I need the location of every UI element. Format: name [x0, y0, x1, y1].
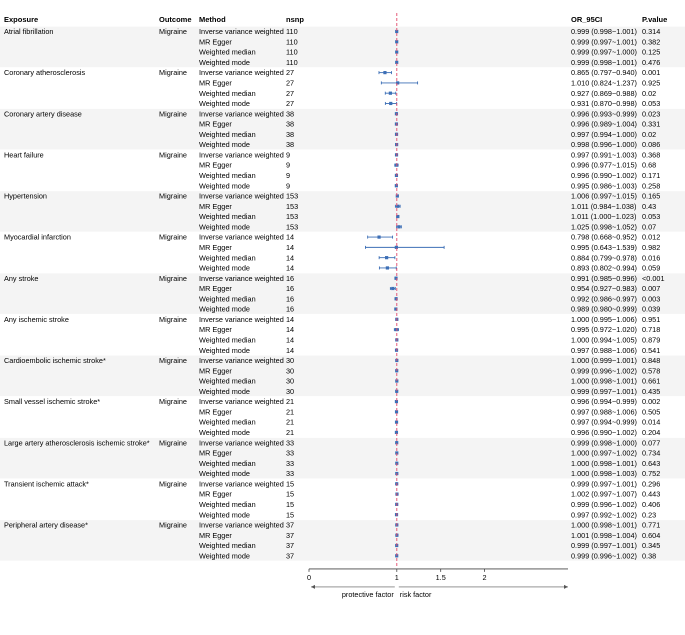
- method-label: Inverse variance weighted: [199, 314, 284, 324]
- exposure-label: Cardioembolic ischemic stroke*: [4, 356, 106, 366]
- p-value: 0.925: [642, 78, 661, 88]
- exposure-label: Any ischemic stroke: [4, 314, 69, 324]
- method-label: MR Egger: [199, 78, 232, 88]
- method-label: Inverse variance weighted: [199, 273, 284, 283]
- method-label: Weighted mode: [199, 222, 250, 232]
- nsnp-value: 9: [286, 171, 291, 181]
- method-label: MR Egger: [199, 530, 232, 540]
- header-or-ci: OR_95CI: [571, 15, 603, 24]
- nsnp-value: 110: [286, 57, 298, 67]
- method-label: Weighted mode: [199, 181, 250, 191]
- p-value: 0.059: [642, 263, 661, 273]
- method-label: Weighted median: [199, 88, 256, 98]
- or-ci-value: 1.000 (0.998~1.001): [571, 520, 637, 530]
- or-ci-value: 1.000 (0.994~1.005): [571, 335, 637, 345]
- nsnp-value: 153: [286, 212, 299, 222]
- method-label: Weighted median: [199, 499, 256, 509]
- nsnp-value: 153: [286, 201, 299, 211]
- or-ci-value: 1.006 (0.997~1.015): [571, 191, 637, 201]
- or-ci-value: 0.995 (0.986~1.003): [571, 181, 637, 191]
- p-value: 0.001: [642, 68, 661, 78]
- point-estimate: [391, 287, 394, 290]
- method-label: Weighted median: [199, 47, 256, 57]
- method-label: Inverse variance weighted: [199, 397, 284, 407]
- outcome-label: Migraine: [159, 191, 187, 201]
- risk-factor-label: risk factor: [399, 589, 432, 599]
- exposure-label: Coronary atherosclerosis: [4, 68, 86, 78]
- p-value: 0.435: [642, 386, 661, 396]
- p-value: 0.296: [642, 479, 661, 489]
- x-tick-label: 1: [394, 572, 399, 582]
- nsnp-value: 21: [286, 417, 295, 427]
- nsnp-value: 37: [286, 541, 295, 551]
- protective-arrowhead: [311, 585, 315, 589]
- or-ci-value: 0.931 (0.870~0.998): [571, 99, 637, 109]
- outcome-label: Migraine: [159, 273, 187, 283]
- or-ci-value: 0.992 (0.986~0.997): [571, 294, 637, 304]
- p-value: 0.578: [642, 366, 661, 376]
- outcome-label: Migraine: [159, 520, 187, 530]
- x-tick-label: 2: [482, 572, 487, 582]
- nsnp-value: 37: [286, 551, 295, 561]
- p-value: 0.003: [642, 294, 661, 304]
- or-ci-value: 1.002 (0.997~1.007): [571, 489, 637, 499]
- nsnp-value: 15: [286, 489, 295, 499]
- p-value: 0.505: [642, 407, 661, 417]
- nsnp-value: 38: [286, 119, 295, 129]
- nsnp-value: 21: [286, 428, 295, 438]
- p-value: 0.718: [642, 325, 661, 335]
- method-label: Weighted mode: [199, 304, 250, 314]
- point-estimate: [389, 102, 392, 105]
- method-label: Weighted median: [199, 212, 256, 222]
- or-ci-value: 0.989 (0.980~0.999): [571, 304, 637, 314]
- nsnp-value: 30: [286, 376, 295, 386]
- method-label: Weighted mode: [199, 469, 250, 479]
- nsnp-value: 14: [286, 253, 295, 263]
- p-value: 0.02: [642, 88, 657, 98]
- nsnp-value: 16: [286, 273, 295, 283]
- p-value: 0.734: [642, 448, 661, 458]
- p-value: 0.125: [642, 47, 661, 57]
- nsnp-value: 153: [286, 191, 299, 201]
- p-value: 0.982: [642, 242, 661, 252]
- exposure-label: Heart failure: [4, 150, 44, 160]
- or-ci-value: 0.997 (0.994~0.999): [571, 417, 637, 427]
- or-ci-value: 0.999 (0.998~1.001): [571, 57, 637, 67]
- header-method: Method: [199, 15, 226, 24]
- method-label: Inverse variance weighted: [199, 109, 284, 119]
- nsnp-value: 14: [286, 314, 295, 324]
- p-value: 0.007: [642, 284, 661, 294]
- or-ci-value: 0.995 (0.972~1.020): [571, 325, 637, 335]
- exposure-label: Transient ischemic attack*: [4, 479, 89, 489]
- p-value: 0.879: [642, 335, 661, 345]
- nsnp-value: 33: [286, 438, 295, 448]
- method-label: MR Egger: [199, 119, 232, 129]
- nsnp-value: 16: [286, 294, 295, 304]
- method-label: Weighted median: [199, 541, 256, 551]
- method-label: Inverse variance weighted: [199, 438, 284, 448]
- p-value: 0.476: [642, 57, 661, 67]
- outcome-label: Migraine: [159, 479, 187, 489]
- or-ci-value: 0.927 (0.869~0.988): [571, 88, 637, 98]
- nsnp-value: 38: [286, 109, 295, 119]
- method-label: MR Egger: [199, 201, 232, 211]
- or-ci-value: 1.000 (0.995~1.006): [571, 314, 637, 324]
- nsnp-value: 27: [286, 88, 295, 98]
- exposure-label: Large artery atherosclerosis ischemic stroke*: [4, 438, 150, 448]
- p-value: 0.382: [642, 37, 661, 47]
- p-value: 0.643: [642, 458, 661, 468]
- nsnp-value: 27: [286, 99, 295, 109]
- nsnp-value: 21: [286, 407, 295, 417]
- x-axis: [307, 569, 568, 599]
- or-ci-value: 0.997 (0.992~1.002): [571, 510, 637, 520]
- x-tick-label: 1.5: [435, 572, 446, 582]
- point-estimate: [386, 266, 389, 269]
- nsnp-value: 30: [286, 386, 295, 396]
- or-ci-value: 0.996 (0.994~0.999): [571, 397, 637, 407]
- nsnp-value: 27: [286, 68, 295, 78]
- exposure-label: Small vessel ischemic stroke*: [4, 397, 101, 407]
- p-value: 0.023: [642, 109, 661, 119]
- point-estimate: [377, 236, 380, 239]
- p-value: 0.771: [642, 520, 661, 530]
- nsnp-value: 38: [286, 140, 295, 150]
- method-label: Inverse variance weighted: [199, 232, 284, 242]
- exposure-label: Myocardial infarction: [4, 232, 71, 242]
- x-tick-label: 0: [306, 572, 312, 582]
- or-ci-value: 0.999 (0.997~1.001): [571, 37, 637, 47]
- or-ci-value: 1.000 (0.997~1.002): [571, 448, 637, 458]
- point-estimate: [396, 194, 399, 197]
- nsnp-value: 15: [286, 510, 295, 520]
- method-label: MR Egger: [199, 489, 232, 499]
- method-label: Inverse variance weighted: [199, 27, 284, 37]
- nsnp-value: 110: [286, 47, 298, 57]
- method-label: Inverse variance weighted: [199, 520, 284, 530]
- or-ci-value: 0.865 (0.797~0.940): [571, 68, 637, 78]
- header-nsnp: nsnp: [286, 15, 304, 24]
- protective-factor-label: protective factor: [341, 589, 394, 599]
- nsnp-value: 153: [286, 222, 299, 232]
- exposure-label: Atrial fibrillation: [4, 27, 54, 37]
- nsnp-value: 14: [286, 242, 295, 252]
- or-ci-value: 0.998 (0.996~1.000): [571, 140, 637, 150]
- point-estimate: [397, 225, 400, 228]
- method-label: Weighted mode: [199, 140, 250, 150]
- p-value: 0.331: [642, 119, 661, 129]
- nsnp-value: 27: [286, 78, 295, 88]
- or-ci-value: 0.999 (0.996~1.002): [571, 366, 637, 376]
- method-label: Weighted mode: [199, 428, 250, 438]
- nsnp-value: 14: [286, 345, 295, 355]
- or-ci-value: 0.997 (0.994~1.000): [571, 129, 637, 139]
- nsnp-value: 38: [286, 129, 295, 139]
- method-label: MR Egger: [199, 160, 232, 170]
- method-label: Weighted mode: [199, 551, 250, 561]
- p-value: 0.661: [642, 376, 661, 386]
- nsnp-value: 9: [286, 181, 291, 191]
- or-ci-value: 0.999 (0.998~1.000): [571, 438, 637, 448]
- p-value: 0.368: [642, 150, 661, 160]
- p-value: 0.014: [642, 417, 661, 427]
- method-label: MR Egger: [199, 407, 232, 417]
- or-ci-value: 0.999 (0.997~1.001): [571, 479, 637, 489]
- nsnp-value: 16: [286, 284, 295, 294]
- method-label: MR Egger: [199, 325, 232, 335]
- p-value: 0.951: [642, 314, 661, 324]
- p-value: 0.345: [642, 541, 661, 551]
- or-ci-value: 0.997 (0.988~1.006): [571, 345, 637, 355]
- nsnp-value: 33: [286, 448, 295, 458]
- method-label: Weighted mode: [199, 386, 250, 396]
- nsnp-value: 30: [286, 366, 295, 376]
- header-exposure: Exposure: [4, 15, 39, 24]
- p-value: 0.38: [642, 551, 657, 561]
- nsnp-value: 14: [286, 325, 295, 335]
- p-value: 0.171: [642, 171, 661, 181]
- p-value: 0.406: [642, 499, 661, 509]
- method-label: MR Egger: [199, 366, 232, 376]
- p-value: 0.07: [642, 222, 657, 232]
- or-ci-value: 1.000 (0.998~1.001): [571, 458, 637, 468]
- p-value: 0.053: [642, 212, 661, 222]
- or-ci-value: 0.995 (0.643~1.539): [571, 242, 637, 252]
- method-label: Weighted mode: [199, 510, 250, 520]
- exposure-label: Coronary artery disease: [4, 109, 82, 119]
- or-ci-value: 0.996 (0.990~1.002): [571, 171, 637, 181]
- method-label: Weighted mode: [199, 345, 250, 355]
- or-ci-value: 1.011 (0.984~1.038): [571, 201, 637, 211]
- method-label: Weighted median: [199, 458, 256, 468]
- method-label: Weighted mode: [199, 57, 250, 67]
- p-value: 0.604: [642, 530, 661, 540]
- p-value: 0.012: [642, 232, 661, 242]
- or-ci-value: 0.996 (0.989~1.004): [571, 119, 637, 129]
- or-ci-value: 0.997 (0.988~1.006): [571, 407, 637, 417]
- outcome-label: Migraine: [159, 438, 187, 448]
- or-ci-value: 1.025 (0.998~1.052): [571, 222, 637, 232]
- or-ci-value: 0.999 (0.997~1.000): [571, 47, 637, 57]
- nsnp-value: 16: [286, 304, 295, 314]
- table-header: [4, 15, 667, 24]
- outcome-label: Migraine: [159, 356, 187, 366]
- nsnp-value: 30: [286, 356, 295, 366]
- p-value: 0.077: [642, 438, 661, 448]
- method-label: Weighted median: [199, 253, 256, 263]
- p-value: 0.02: [642, 129, 657, 139]
- or-ci-value: 1.001 (0.998~1.004): [571, 530, 637, 540]
- or-ci-value: 1.011 (1.000~1.023): [571, 212, 637, 222]
- p-value: 0.752: [642, 469, 661, 479]
- nsnp-value: 15: [286, 479, 295, 489]
- p-value: 0.086: [642, 140, 661, 150]
- or-ci-value: 1.000 (0.999~1.001): [571, 356, 637, 366]
- or-ci-value: 0.996 (0.993~0.999): [571, 109, 637, 119]
- or-ci-value: 0.999 (0.997~1.001): [571, 386, 637, 396]
- method-label: Weighted mode: [199, 263, 250, 273]
- point-estimate: [385, 256, 388, 259]
- method-label: Weighted median: [199, 171, 256, 181]
- method-label: MR Egger: [199, 37, 232, 47]
- p-value: 0.443: [642, 489, 661, 499]
- nsnp-value: 21: [286, 397, 295, 407]
- method-label: MR Egger: [199, 242, 232, 252]
- method-label: Inverse variance weighted: [199, 479, 284, 489]
- or-ci-value: 0.996 (0.977~1.015): [571, 160, 637, 170]
- method-label: Inverse variance weighted: [199, 356, 284, 366]
- or-ci-value: 0.997 (0.991~1.003): [571, 150, 637, 160]
- p-value: 0.002: [642, 397, 661, 407]
- point-estimate: [383, 71, 386, 74]
- method-label: MR Egger: [199, 448, 232, 458]
- point-estimate: [389, 92, 392, 95]
- outcome-label: Migraine: [159, 232, 187, 242]
- nsnp-value: 9: [286, 160, 291, 170]
- p-value: 0.165: [642, 191, 661, 201]
- p-value: 0.039: [642, 304, 661, 314]
- p-value: 0.204: [642, 428, 661, 438]
- exposure-label: Peripheral artery disease*: [4, 520, 88, 530]
- method-label: Weighted median: [199, 376, 256, 386]
- or-ci-value: 0.954 (0.927~0.983): [571, 284, 637, 294]
- outcome-label: Migraine: [159, 397, 187, 407]
- p-value: 0.314: [642, 27, 661, 37]
- method-label: Inverse variance weighted: [199, 150, 284, 160]
- or-ci-value: 0.884 (0.799~0.978): [571, 253, 637, 263]
- method-label: Weighted median: [199, 294, 256, 304]
- outcome-label: Migraine: [159, 109, 187, 119]
- or-ci-value: 0.999 (0.997~1.001): [571, 541, 637, 551]
- p-value: 0.68: [642, 160, 657, 170]
- nsnp-value: 14: [286, 335, 295, 345]
- or-ci-value: 0.893 (0.802~0.994): [571, 263, 637, 273]
- method-label: MR Egger: [199, 284, 232, 294]
- nsnp-value: 110: [286, 37, 298, 47]
- method-label: Weighted median: [199, 335, 256, 345]
- nsnp-value: 14: [286, 232, 295, 242]
- method-label: Weighted median: [199, 417, 256, 427]
- nsnp-value: 33: [286, 469, 295, 479]
- or-ci-value: 0.991 (0.985~0.996): [571, 273, 637, 283]
- p-value: <0.001: [642, 273, 665, 283]
- method-label: Inverse variance weighted: [199, 68, 284, 78]
- or-ci-value: 1.000 (0.998~1.003): [571, 469, 637, 479]
- nsnp-value: 110: [286, 27, 298, 37]
- p-value: 0.23: [642, 510, 657, 520]
- nsnp-value: 14: [286, 263, 295, 273]
- nsnp-value: 15: [286, 499, 295, 509]
- nsnp-value: 33: [286, 458, 295, 468]
- or-ci-value: 0.999 (0.998~1.001): [571, 27, 637, 37]
- method-label: Weighted mode: [199, 99, 250, 109]
- header-outcome: Outcome: [159, 15, 192, 24]
- p-value: 0.258: [642, 181, 661, 191]
- nsnp-value: 37: [286, 520, 295, 530]
- exposure-label: Hypertension: [4, 191, 47, 201]
- p-value: 0.016: [642, 253, 661, 263]
- p-value: 0.43: [642, 201, 657, 211]
- outcome-label: Migraine: [159, 150, 187, 160]
- risk-arrowhead: [564, 585, 568, 589]
- p-value: 0.053: [642, 99, 661, 109]
- method-label: Weighted median: [199, 129, 256, 139]
- exposure-label: Any stroke: [4, 273, 39, 283]
- or-ci-value: 1.000 (0.998~1.001): [571, 376, 637, 386]
- nsnp-value: 37: [286, 530, 295, 540]
- header-p-value: P.value: [642, 15, 668, 24]
- or-ci-value: 0.999 (0.996~1.002): [571, 499, 637, 509]
- or-ci-value: 1.010 (0.824~1.237): [571, 78, 637, 88]
- outcome-label: Migraine: [159, 27, 187, 37]
- nsnp-value: 9: [286, 150, 291, 160]
- or-ci-value: 0.798 (0.668~0.952): [571, 232, 637, 242]
- outcome-label: Migraine: [159, 68, 187, 78]
- or-ci-value: 0.996 (0.990~1.002): [571, 428, 637, 438]
- method-label: Inverse variance weighted: [199, 191, 284, 201]
- p-value: 0.848: [642, 356, 661, 366]
- or-ci-value: 0.999 (0.996~1.002): [571, 551, 637, 561]
- p-value: 0.541: [642, 345, 661, 355]
- outcome-label: Migraine: [159, 314, 187, 324]
